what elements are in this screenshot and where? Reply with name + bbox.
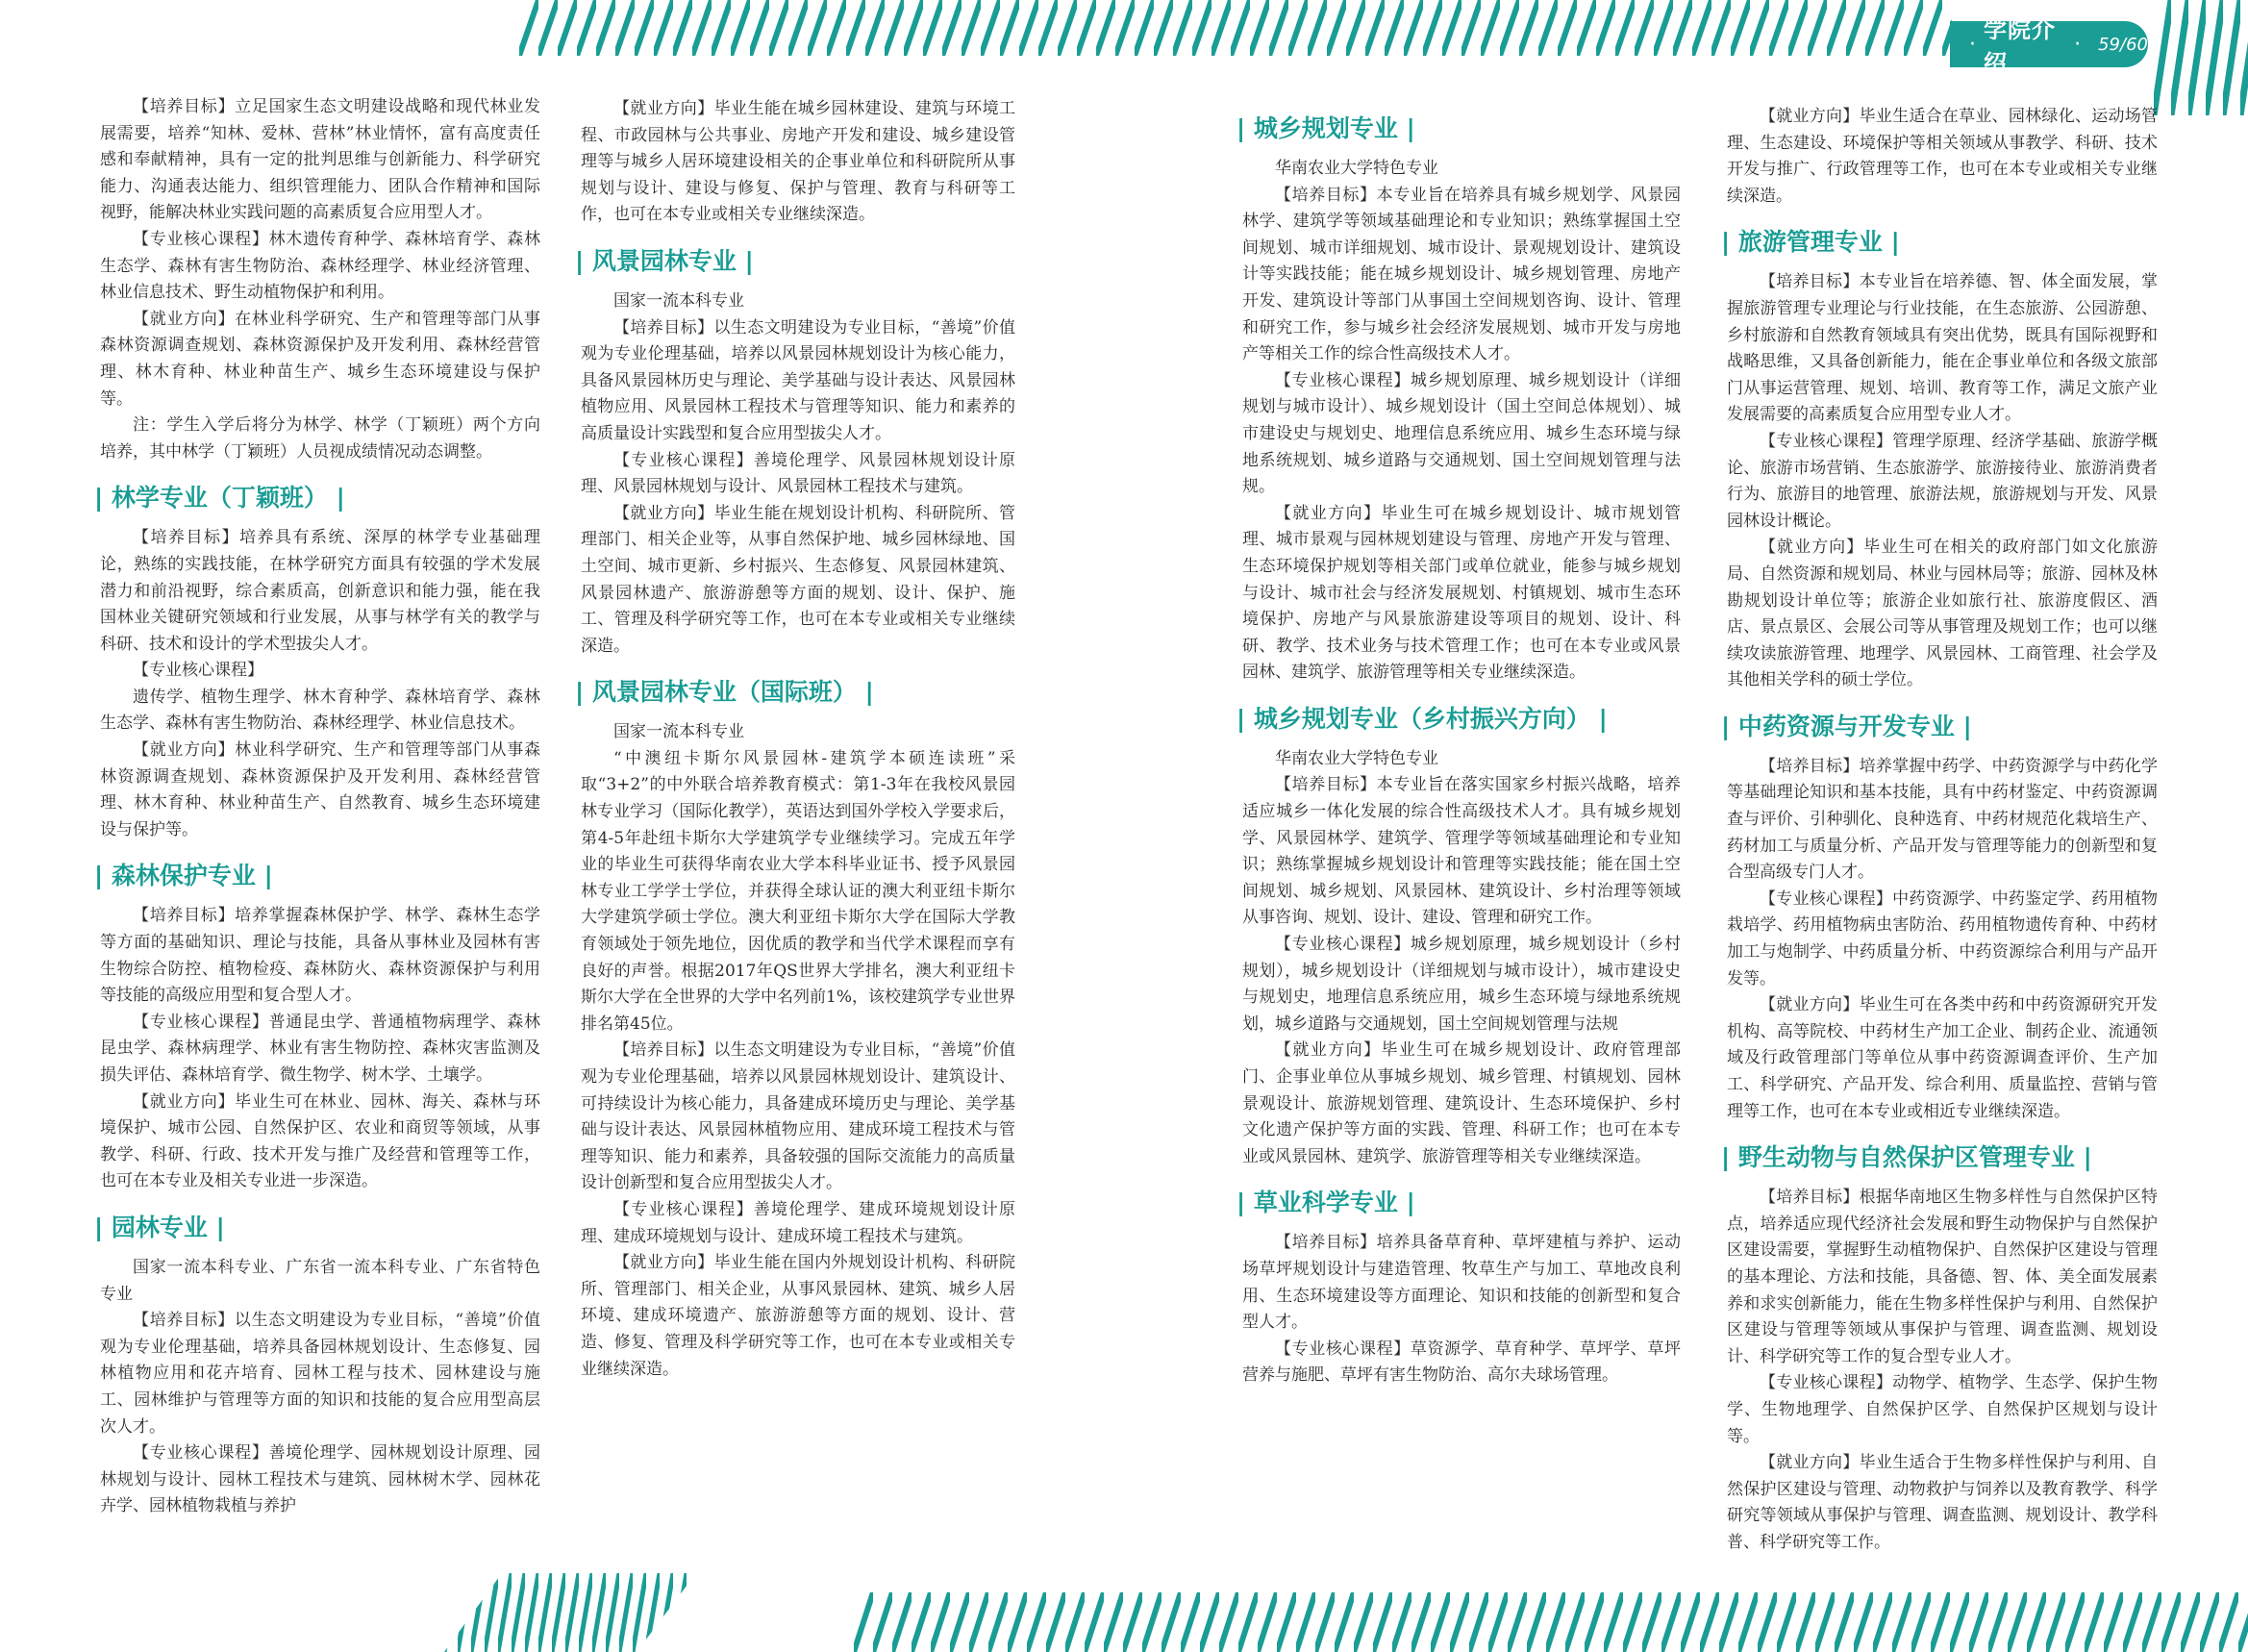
heading-bar-icon: | <box>1882 228 1900 257</box>
paragraph: 【培养目标】本专业旨在培养德、智、体全面发展，掌握旅游管理专业理论与行业技能，在生态旅游、公园游憩、乡村旅游和自然教育领域具有突出优势，既具有国际视野和战略思维，又具备创新能力，能在企事业单位和各级文旅部门从事运营管理、规划、培训、教育等工作，满足文旅产业发展需要的高素质复合应用型专业人才。 <box>1727 272 2158 425</box>
heading-bar-icon: | <box>207 1213 225 1241</box>
paragraph: 【培养目标】以生态文明建设为专业目标，“善境”价值观为专业伦理基础，培养以风景园林规划设计、建筑设计、可持续设计为核心能力，具备建成环境历史与理论、美学基础与设计表达、风景园林植物应用、建成环境工程技术与管理等知识、能力和素养，具备较强的国际交流能力的高质量设计创新型和复合应用型拔尖人才。 <box>581 1040 1015 1193</box>
heading-bar-icon: | <box>1397 114 1415 142</box>
heading-bar-icon: | <box>1721 712 1738 740</box>
major-heading <box>1236 113 1681 144</box>
paragraph: 华南农业大学特色专业 <box>1275 159 1438 178</box>
major-heading <box>1721 712 2158 742</box>
paragraph: 遗传学、植物生理学、林木育种学、森林培育学、森林生态学、森林有害生物防治、森林经理学、林业信息技术。 <box>100 687 540 734</box>
heading-bar-icon: | <box>1236 1189 1254 1217</box>
page-number: 59/60 <box>2098 34 2148 55</box>
paragraph: 国家一流本科专业 <box>613 722 744 742</box>
paragraph: 【专业核心课程】林木遗传育种学、森林培育学、森林生态学、森林有害生物防治、森林经理学、林业经济管理、林业信息技术、野生动植物保护和利用。 <box>100 229 540 303</box>
major-heading <box>1721 1142 2158 1173</box>
heading-bar-icon: | <box>1236 704 1254 733</box>
heading-bar-icon: | <box>1236 114 1254 142</box>
paragraph: 【专业核心课程】草资源学、草育种学、草坪学、草坪营养与施肥、草坪有害生物防治、高尔夫球场管理。 <box>1242 1339 1681 1386</box>
major-heading-text: 中药资源与开发专业 <box>1737 712 1955 740</box>
major-heading <box>94 1213 540 1243</box>
page-current: 59 <box>2098 34 2121 55</box>
paragraph: “中澳纽卡斯尔风景园林-建筑学本硕连读班”采取“3+2”的中外联合培养教育模式：第1-3年在我校风景园林专业学习（国际化教学），英语达到国外学校入学要求后，第4-5年赴纽卡斯尔大学建筑学专业继续学习。完成五年学业的毕业生可获得华南农业大学本科毕业证书、授予风景园林专业工学学士学位，并获得全球认证的澳大利亚纽卡斯尔大学建筑学硕士学位。澳大利亚纽卡斯尔大学在国际大学教育领域处于领先地位，因优质的教学和当代学术课程而享有良好的声誉。根据2017年QS世界大学排名，澳大利亚纽卡斯尔大学在全世界的大学中名列前1%，该校建筑学专业世界排名第45位。 <box>581 748 1015 1034</box>
paragraph: 【培养目标】培养具备草育种、草坪建植与养护、运动场草坪规划设计与建造管理、牧草生产与加工、草地改良利用、生态环境建设等方面理论、知识和技能的创新型和复合型人才。 <box>1242 1233 1681 1333</box>
heading-bar-icon: | <box>1721 1143 1738 1172</box>
major-heading-text: 森林保护专业 <box>111 862 256 890</box>
major-heading-text: 城乡规划专业 <box>1253 114 1398 142</box>
major-heading <box>1236 704 1681 735</box>
paragraph: 【就业方向】在林业科学研究、生产和管理等部门从事森林资源调查规划、森林资源保护及开发利用、森林经营管理、林木育种、林业种苗生产、城乡生态环境建设与保护等。 <box>100 309 540 409</box>
paragraph: 【就业方向】毕业生能在城乡园林建设、建筑与环境工程、市政园林与公共事业、房地产开发和建设、城乡建设管理等与城乡人居环境建设相关的企事业单位和科研院所从事规划与设计、建设与修复、保护与管理、教育与科研等工作，也可在本专业或相关专业继续深造。 <box>581 99 1015 225</box>
heading-bar-icon: | <box>856 678 874 707</box>
paragraph: 【专业核心课程】 <box>133 661 263 681</box>
major-heading <box>94 483 540 513</box>
major-heading-text: 城乡规划专业（乡村振兴方向） <box>1253 704 1590 733</box>
heading-bar-icon: | <box>575 246 592 275</box>
paragraph: 【专业核心课程】城乡规划原理，城乡规划设计（乡村规划），城乡规划设计（详细规划与城市设计），城市建设史与规划史，地理信息系统应用，城乡生态环境与绿地系统规划，城乡道路与交通规划，国土空间规划管理与法规 <box>1242 935 1681 1034</box>
paragraph: 【培养目标】根据华南地区生物多样性与自然保护区特点，培养适应现代经济社会发展和野生动物保护与自然保护区建设需要，掌握野生动植物保护、自然保护区建设与管理的基本理论、方法和技能，具备德、智、体、美全面发展素养和求实创新能力，能在生物多样性保护与利用、自然保护区建设与管理等领域从事保护与管理、调查监测、规划设计、科学研究等工作的复合型专业人才。 <box>1727 1188 2158 1366</box>
paragraph: 【专业核心课程】善境伦理学、建成环境规划设计原理、建成环境规划与设计、建成环境工程技术与建筑。 <box>581 1199 1015 1246</box>
major-heading-text: 草业科学专业 <box>1253 1189 1398 1217</box>
paragraph: 【专业核心课程】城乡规划原理、城乡规划设计（详细规划与城市设计）、城乡规划设计（国土空间总体规划）、城市建设史与规划史、地理信息系统应用、城乡生态环境与绿地系统规划、城乡道路与交通规划、国土空间规划管理与法规。 <box>1242 370 1681 497</box>
paragraph: 注：学生入学后将分为林学、林学（丁颖班）两个方向培养，其中林学（丁颖班）人员视成绩情况动态调整。 <box>100 415 540 462</box>
paragraph: 【就业方向】林业科学研究、生产和管理等部门从事森林资源调查规划、森林资源保护及开发利用、森林经营管理、林木育种、林业种苗生产、自然教育、城乡生态环境建设与保护等。 <box>100 740 540 839</box>
paragraph: 【培养目标】以生态文明建设为专业目标，“善境”价值观为专业伦理基础，培养具备园林规划设计、生态修复、园林植物应用和花卉培育、园林工程与技术、园林建设与施工、园林维护与管理等方面的知识和技能的复合应用型高层次人才。 <box>100 1311 540 1437</box>
major-heading-text: 旅游管理专业 <box>1737 228 1883 257</box>
major-heading <box>575 246 1015 277</box>
heading-bar-icon: | <box>94 1213 112 1241</box>
major-heading <box>1236 1188 1681 1218</box>
paragraph: 【就业方向】毕业生可在各类中药和中药资源研究开发机构、高等院校、中药材生产加工企业、制药企业、流通领域及行政管理部门等单位从事中药资源调查评价、生产加工、科学研究、产品开发、综合利用、质量监控、营销与管理等工作，也可在本专业或相近专业继续深造。 <box>1727 995 2158 1121</box>
bullet-dot-icon: · <box>1969 32 1976 57</box>
paragraph: 【就业方向】毕业生可在城乡规划设计、城市规划管理、城市景观与园林规划建设与管理、房地产开发与管理、生态环境保护规划等相关部门或单位就业，能参与城乡规划与设计、城市社会与经济发展规划、村镇规划、城市生态环境保护、房地产与风景旅游建设等项目的规划、设计、科研、教学、技术业务与技术管理工作；也可在本专业或风景园林、建筑学、旅游管理等相关专业继续深造。 <box>1242 503 1681 683</box>
major-heading <box>94 861 540 891</box>
heading-bar-icon: | <box>575 678 592 707</box>
bottom-stripe-decoration <box>854 1592 2248 1652</box>
page-total: 60 <box>2126 34 2148 55</box>
paragraph: 【就业方向】毕业生能在国内外规划设计机构、科研院所、管理部门、相关企业，从事风景园林、建筑、城乡人居环境、建成环境遗产、旅游游憩等方面的规划、设计、营造、修复、管理及科学研究等工作，也可在本专业或相关专业继续深造。 <box>581 1253 1015 1379</box>
paragraph: 【培养目标】以生态文明建设为专业目标，“善境”价值观为专业伦理基础，培养以风景园林规划设计为核心能力，具备风景园林历史与理论、美学基础与设计表达、风景园林植物应用、风景园林工程技术与管理等知识、能力和素养的高质量设计实践型和复合应用型拔尖人才。 <box>581 317 1015 443</box>
heading-bar-icon: | <box>1721 228 1738 257</box>
paragraph: 【就业方向】毕业生适合于生物多样性保护与利用、自然保护区建设与管理、动物救护与饲养以及教育教学、科学研究等领域从事保护与管理、调查监测、规划设计、教学科普、科学研究等工作。 <box>1727 1453 2158 1552</box>
paragraph: 【专业核心课程】中药资源学、中药鉴定学、药用植物栽培学、药用植物病虫害防治、药用植物遗传育种、中药材加工与炮制学、中药质量分析、中药资源综合利用与产品开发等。 <box>1727 889 2158 989</box>
paragraph: 【培养目标】培养掌握中药学、中药资源学与中药化学等基础理论知识和基本技能，具有中药材鉴定、中药资源调查与评价、引种驯化、良种选育、中药材规范化栽培生产、药材加工与质量分析、产品开发与管理等能力的创新型和复合型高级专门人才。 <box>1727 756 2158 883</box>
paragraph: 【培养目标】培养掌握森林保护学、林学、森林生态学等方面的基础知识、理论与技能，具备从事林业及园林有害生物综合防控、植物检疫、森林防火、森林资源保护与利用等技能的高级应用型和复合型人才。 <box>100 906 540 1006</box>
heading-bar-icon: | <box>94 484 112 513</box>
heading-bar-icon: | <box>255 862 273 890</box>
paragraph: 【就业方向】毕业生适合在草业、园林绿化、运动场管理、生态建设、环境保护等相关领域从事教学、科研、技术开发与推广、行政管理等工作，也可在本专业或相关专业继续深造。 <box>1727 107 2158 206</box>
paragraph: 【专业核心课程】动物学、植物学、生态学、保护生物学、生物地理学、自然保护区学、自然保护区规划与设计等。 <box>1727 1373 2158 1446</box>
paragraph: 国家一流本科专业 <box>613 290 744 311</box>
heading-bar-icon: | <box>736 246 754 275</box>
paragraph: 【就业方向】毕业生可在林业、园林、海关、森林与环境保护、城市公园、自然保护区、农业和商贸等领域，从事教学、科研、行政、技术开发与推广及经营和管理等工作，也可在本专业及相关专业进一步深造。 <box>100 1091 540 1191</box>
paragraph: 【就业方向】毕业生能在规划设计机构、科研院所、管理部门、相关企业等，从事自然保护地、城乡园林绿地、国土空间、城市更新、乡村振兴、生态修复、风景园林建筑、风景园林遗产、旅游游憩等方面的规划、设计、保护、施工、管理及科学研究等工作，也可在本专业或相关专业继续深造。 <box>581 503 1015 656</box>
paragraph: 【专业核心课程】善境伦理学、风景园林规划设计原理、风景园林规划与设计、风景园林工程技术与建筑。 <box>581 450 1015 497</box>
major-heading-text: 野生动物与自然保护区管理专业 <box>1737 1143 2075 1172</box>
text-column-2 <box>575 96 1015 1383</box>
major-heading-text: 风景园林专业（国际班） <box>591 678 857 707</box>
major-heading-text: 林学专业（丁颖班） <box>111 484 328 513</box>
corner-stripe-decoration <box>2154 0 2248 115</box>
paragraph: 【专业核心课程】管理学原理、经济学基础、旅游学概论、旅游市场营销、生态旅游学、旅游接待业、旅游消费者行为、旅游目的地管理、旅游法规，旅游规划与开发、风景园林设计概论。 <box>1727 431 2158 531</box>
major-heading-text: 园林专业 <box>111 1213 208 1241</box>
heading-bar-icon: | <box>2074 1143 2092 1172</box>
paragraph: 【培养目标】培养具有系统、深厚的林学专业基础理论，熟练的实践技能，在林学研究方面具有较强的学术发展潜力和前沿视野，综合素质高，创新意识和能力强，能在我国林业关键研究领域和行业发展，从事与林学有关的教学与科研、技术和设计的学术型拔尖人才。 <box>100 528 540 654</box>
text-column-4 <box>1721 104 2158 1557</box>
section-title: 学院介绍 <box>1984 16 2056 77</box>
paragraph: 【专业核心课程】善境伦理学、园林规划设计原理、园林规划与设计、园林工程技术与建筑、园林树木学、园林花卉学、园林植物栽植与养护 <box>100 1443 540 1516</box>
paragraph: 华南农业大学特色专业 <box>1275 748 1438 768</box>
heading-bar-icon: | <box>327 484 345 513</box>
paragraph: 【专业核心课程】普通昆虫学、普通植物病理学、森林昆虫学、森林病理学、林业有害生物防控、森林灾害监测及损失评估、森林培育学、微生物学、树木学、土壤学。 <box>100 1012 540 1085</box>
paragraph: 【培养目标】本专业旨在落实国家乡村振兴战略，培养适应城乡一体化发展的综合性高级技术人才。具有城乡规划学、风景园林学、建筑学、管理学等领域基础理论和专业知识；熟练掌握城乡规划设计和管理等实践技能；能在国土空间规划、城乡规划、风景园林、建筑设计、乡村治理等领域从事咨询、规划、设计、建设、管理和研究工作。 <box>1242 775 1681 928</box>
paragraph: 【就业方向】毕业生可在相关的政府部门如文化旅游局、自然资源和规划局、林业与园林局等；旅游、园林及林勘规划设计单位等；旅游企业如旅行社、旅游度假区、酒店、景点景区、会展公司等从事管理及规划工作；也可以继续攻读旅游管理、地理学、风景园林、工商管理、社会学及其他相关学科的硕士学位。 <box>1727 538 2158 690</box>
top-stripe-decoration <box>519 0 1952 56</box>
paragraph: 【培养目标】本专业旨在培养具有城乡规划学、风景园林学、建筑学等领域基础理论和专业知识；熟练掌握国土空间规划、城市详细规划、城市设计、景观规划设计、建筑设计等实践技能；能在城乡规划设计、城乡规划管理、房地产开发、建筑设计等部门从事国土空间规划咨询、设计、管理和研究工作，参与城乡社会经济发展规划、城市开发与房地产等相关工作的综合性高级技术人才。 <box>1242 185 1681 364</box>
text-column-3 <box>1236 96 1681 1389</box>
paragraph: 【培养目标】立足国家生态文明建设战略和现代林业发展需要，培养“知林、爱林、营林”林业情怀，富有高度责任感和奉献精神，具有一定的批判思维与创新能力、科学研究能力、沟通表达能力、组织管理能力、团队合作精神和国际视野，能解决林业实践问题的高素质复合应用型人才。 <box>100 97 540 223</box>
bottom-left-stripe-decoration <box>444 1573 696 1652</box>
heading-bar-icon: | <box>94 862 112 890</box>
bullet-dot-icon: · <box>2074 32 2082 57</box>
major-heading <box>575 677 1015 708</box>
heading-bar-icon: | <box>1397 1189 1415 1217</box>
text-column-1 <box>94 94 540 1520</box>
heading-bar-icon: | <box>1954 712 1972 740</box>
paragraph: 【就业方向】毕业生可在城乡规划设计、政府管理部门、企事业单位从事城乡规划、城乡管理、村镇规划、园林景观设计、旅游规划管理、建筑设计、生态环境保护、乡村文化遗产保护等方面的实践、管理、科研工作；也可在本专业或风景园林、建筑学、旅游管理等相关专业继续深造。 <box>1242 1040 1681 1166</box>
section-header-badge <box>1950 16 2148 77</box>
paragraph: 国家一流本科专业、广东省一流本科专业、广东省特色专业 <box>100 1257 540 1304</box>
heading-bar-icon: | <box>1589 704 1608 733</box>
major-heading-text: 风景园林专业 <box>591 246 737 275</box>
major-heading <box>1721 227 2158 258</box>
